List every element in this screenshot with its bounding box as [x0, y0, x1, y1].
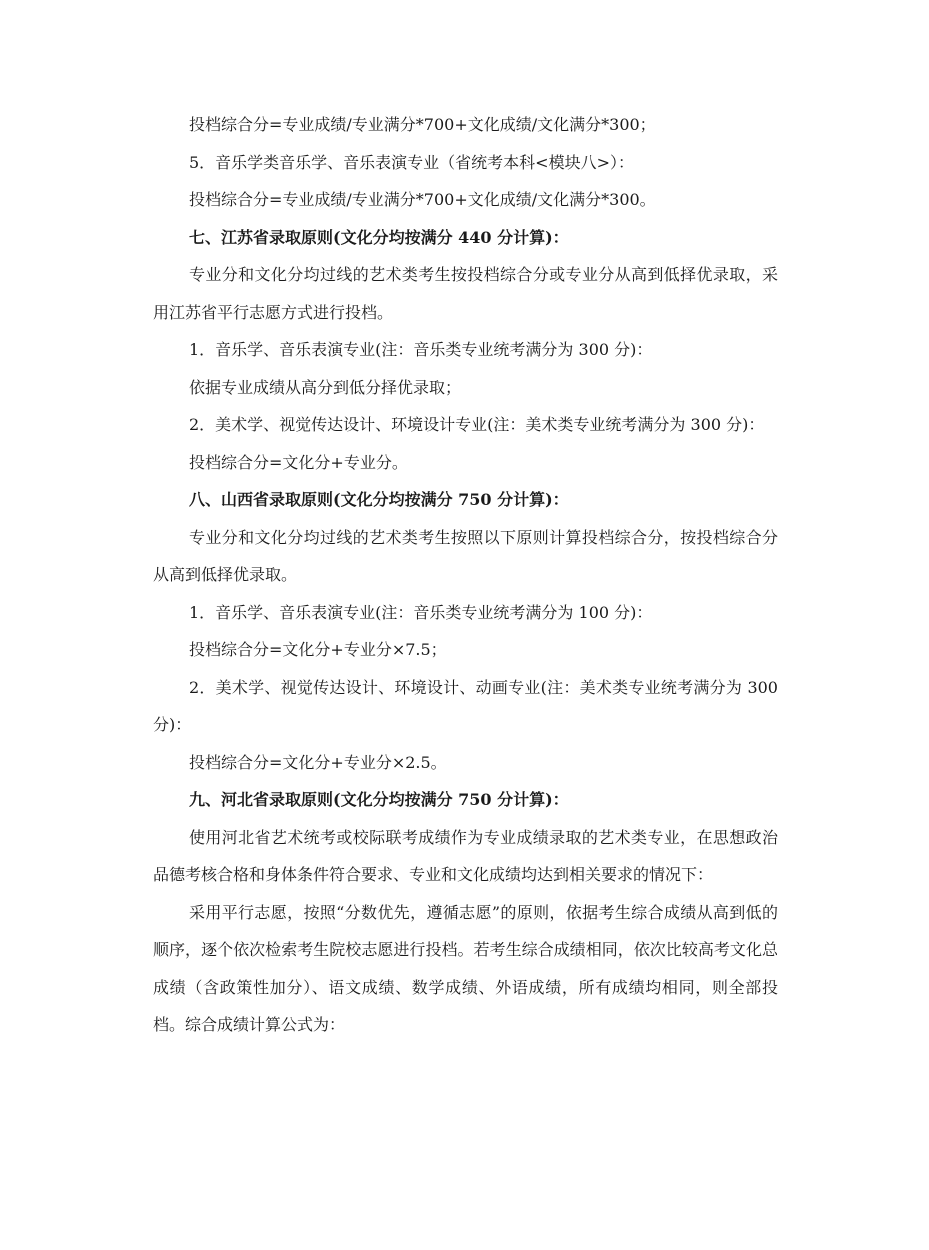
list-item: 5．音乐学类音乐学、音乐表演专业（省统考本科<模块八>）： [189, 152, 634, 172]
section-heading: 八、山西省录取原则(文化分均按满分 750 分计算)： [189, 490, 569, 509]
paragraph: 依据专业成绩从高分到低分择优录取； [189, 377, 462, 397]
paragraph: 使用河北省艺术统考或校际联考成绩作为专业成绩录取的艺术类专业，在思想政治品德考核合格和身体条件符合要求、专业和文化成绩均达到相关要求的情况下： [153, 827, 778, 884]
paragraph: 专业分和文化分均过线的艺术类考生按照以下原则计算投档综合分，按投档综合分从高到低择优录取。 [153, 527, 778, 584]
paragraph: 投档综合分=专业成绩/专业满分*700+文化成绩/文化满分*300。 [189, 190, 656, 209]
section-heading: 九、河北省录取原则(文化分均按满分 750 分计算)： [189, 790, 569, 809]
section-heading: 七、江苏省录取原则(文化分均按满分 440 分计算)： [189, 227, 569, 247]
list-item: 1．音乐学、音乐表演专业(注：音乐类专业统考满分为 300 分)： [189, 340, 653, 359]
list-item: 2．美术学、视觉传达设计、环境设计专业(注：美术类专业统考满分为 300 分)： [189, 415, 765, 434]
document-body [153, 106, 778, 1044]
paragraph: 投档综合分=文化分+专业分。 [189, 452, 408, 472]
paragraph: 专业分和文化分均过线的艺术类考生按投档综合分或专业分从高到低择优录取，采用江苏省平行志愿方式进行投档。 [153, 265, 778, 322]
list-item: 1．音乐学、音乐表演专业(注：音乐类专业统考满分为 100 分)： [189, 602, 653, 622]
paragraph: 投档综合分=文化分+专业分×7.5； [189, 640, 447, 659]
paragraph: 投档综合分=专业成绩/专业满分*700+文化成绩/文化满分*300； [189, 115, 656, 134]
paragraph: 采用平行志愿，按照“分数优先，遵循志愿”的原则，依据考生综合成绩从高到低的顺序，逐个依次检索考生院校志愿进行投档。若考生综合成绩相同，依次比较高考文化总成绩（含政策性加分）、语文成绩、数学成绩、外语成绩，所有成绩均相同，则全部投档。综合成绩计算公式为： [153, 902, 778, 1034]
paragraph: 投档综合分=文化分+专业分×2.5。 [189, 752, 447, 772]
list-item: 2．美术学、视觉传达设计、环境设计、动画专业(注：美术类专业统考满分为 300 分)： [153, 677, 778, 734]
